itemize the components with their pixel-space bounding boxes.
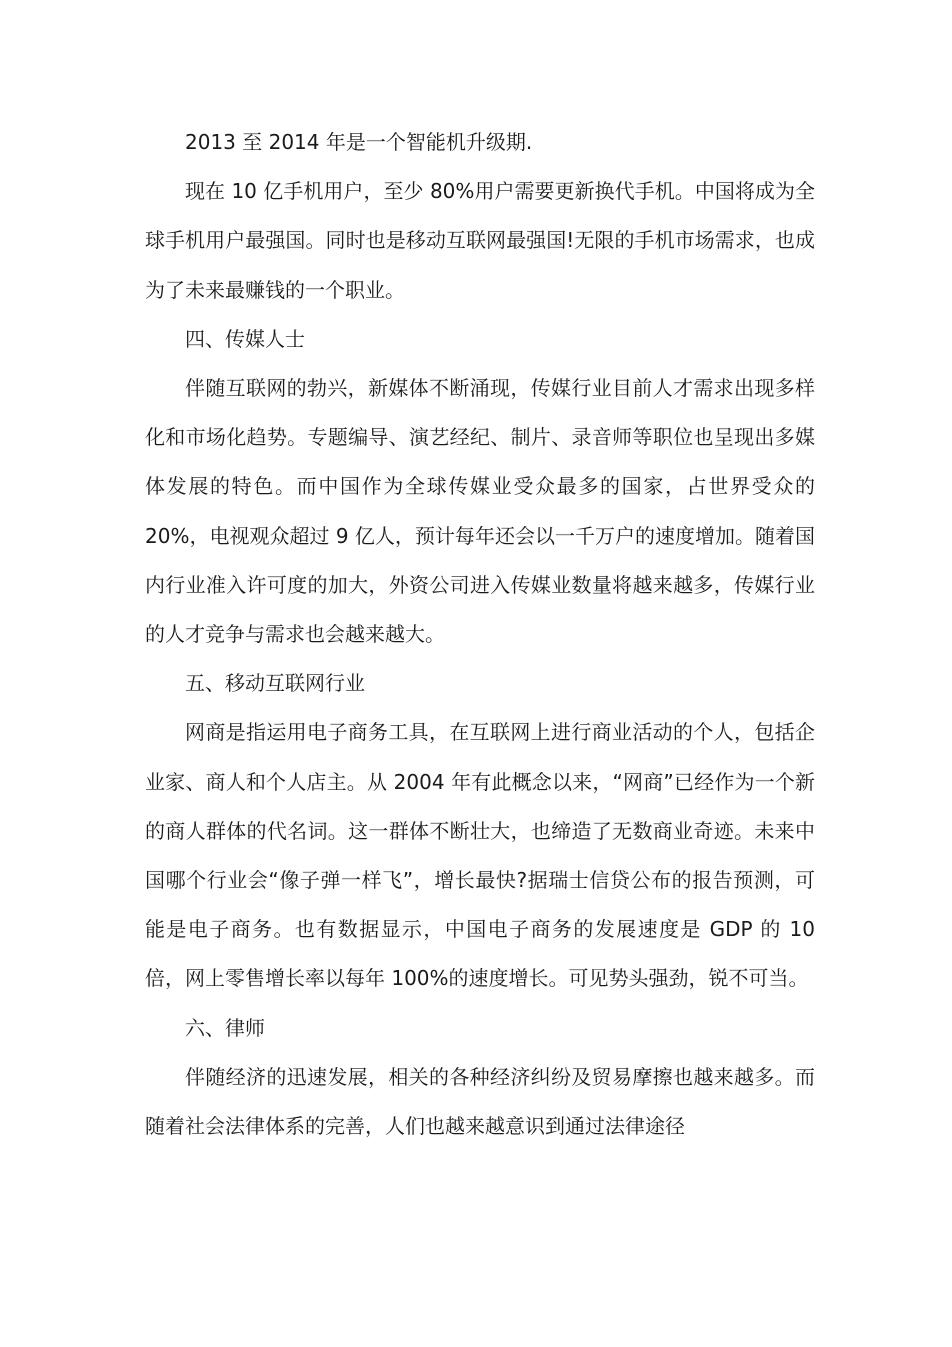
- paragraph-mobile-users: 现在 10 亿手机用户，至少 80%用户需要更新换代手机。中国将成为全球手机用户最强国。同时也是移动互联网最强国!无限的手机市场需求，也成为了未来最赚钱的一个职业。: [145, 179, 815, 302]
- paragraph-legal-industry: 伴随经济的迅速发展，相关的各种经济纠纷及贸易摩擦也越来越多。而随着社会法律体系的完善，人们也越来越意识到通过法律途径: [145, 1064, 815, 1139]
- section-heading-lawyer: 六、律师: [185, 1015, 265, 1040]
- paragraph-upgrade-period: 2013 至 2014 年是一个智能机升级期.: [185, 130, 533, 154]
- paragraph-e-commerce: 网商是指运用电子商务工具，在互联网上进行商业活动的个人，包括企业家、商人和个人店主。从 2004 年有此概念以来，“网商”已经作为一个新的商人群体的代名词。这一群体不断壮大，也缔造了无数商业奇迹。未来中国哪个行业会“像子弹一样飞”，增长最快?据瑞士信贷公布的报告预测，可能是电子商务。也有数据显示，中国电子商务的发展速度是 GDP 的 10 倍，网上零售增长率以每年 100%的速度增长。可见势头强劲，锐不可当。: [145, 720, 815, 991]
- paragraph-media-industry: 伴随互联网的勃兴，新媒体不断涌现，传媒行业目前人才需求出现多样化和市场化趋势。专题编导、演艺经纪、制片、录音师等职位也呈现出多媒体发展的特色。而中国作为全球传媒业受众最多的国家，占世界受众的 20%，电视观众超过 9 亿人，预计每年还会以一千万户的速度增加。随着国内行业准入许可度的加大，外资公司进入传媒业数量将越来越多，传媒行业的人才竞争与需求也会越来越大。: [145, 376, 815, 647]
- section-heading-media: 四、传媒人士: [185, 326, 305, 351]
- document-body: [145, 118, 815, 1151]
- section-heading-mobile-internet: 五、移动互联网行业: [185, 671, 365, 696]
